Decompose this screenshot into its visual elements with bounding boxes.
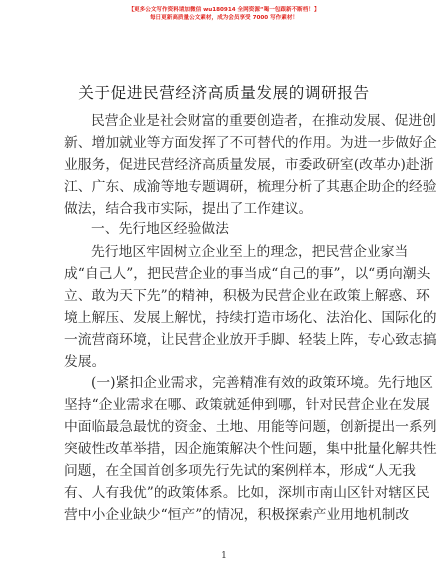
paragraph-1-line-3: 业服务，促进民营经济高质量发展，市委政研室(改革办)赴浙 bbox=[64, 157, 434, 173]
promo-banner-line-2: 每日更新高质量公文素材，成为会员享受 7000 写作素材！ bbox=[149, 15, 299, 21]
paragraph-2-line-4: 境上解压、发展上解忧，持续打造市场化、法治化、国际化的 bbox=[64, 310, 437, 326]
document-title: 关于促进民营经济高质量发展的调研报告 bbox=[78, 84, 370, 102]
promo-banner-line-1: 【更多公文写作资料请加微信 wu180914 全网资源“喝一包跟新不断档！】 bbox=[128, 7, 320, 13]
paragraph-3-line-2: 坚持“企业需求在哪、政策就延伸到哪，针对民营企业在发展 bbox=[64, 397, 430, 413]
paragraph-3-line-4: 突破性改革举措，因企施策解决个性问题，集中批量化解共性 bbox=[64, 441, 437, 457]
paragraph-1-line-5: 做法，结合我市实际，提出了工作建议。 bbox=[64, 201, 313, 217]
paragraph-1-line-4: 江、广东、成渝等地专题调研，梳理分析了其惠企助企的经验 bbox=[64, 179, 437, 195]
paragraph-3-line-5: 问题，在全国首创多项先行先试的案例样本，形成“人无我 bbox=[64, 463, 416, 479]
promo-banner bbox=[96, 6, 352, 30]
page-number: 1 bbox=[221, 551, 227, 561]
paragraph-1-line-2: 新、增加就业等方面发挥了不可替代的作用。为进一步做好企 bbox=[64, 135, 437, 151]
paragraph-3-line-1: (一)紧扣企业需求，完善精准有效的政策环境。先行地区 bbox=[91, 375, 433, 391]
paragraph-2-line-5: 一流营商环境，让民营企业放开手脚、轻装上阵，专心致志搞 bbox=[64, 332, 437, 348]
paragraph-3-line-7: 营中小企业缺少“恒产”的情况，积极探索产业用地机制改 bbox=[64, 507, 410, 523]
paragraph-3-line-6: 有、人有我优”的政策体系。比如，深圳市南山区针对辖区民 bbox=[64, 485, 430, 501]
paragraph-2-line-1: 先行地区牢固树立企业至上的理念，把民营企业家当 bbox=[91, 244, 409, 260]
paragraph-2-line-6: 发展。 bbox=[64, 354, 106, 370]
paragraph-2-line-3: 立、敢为天下先”的精神，积极为民营企业在政策上解惑、环 bbox=[64, 288, 430, 304]
section-heading-1: 一、先行地区经验做法 bbox=[91, 221, 229, 237]
paragraph-3-line-3: 中面临最急最忧的资金、土地、用能等问题，创新提出一系列 bbox=[64, 419, 437, 435]
paragraph-2-line-2: 成“自己人”，把民营企业的事当成“自己的事”，以“勇向潮头 bbox=[64, 266, 431, 282]
paragraph-1-line-1: 民营企业是社会财富的重要创造者，在推动发展、促进创 bbox=[91, 113, 436, 129]
